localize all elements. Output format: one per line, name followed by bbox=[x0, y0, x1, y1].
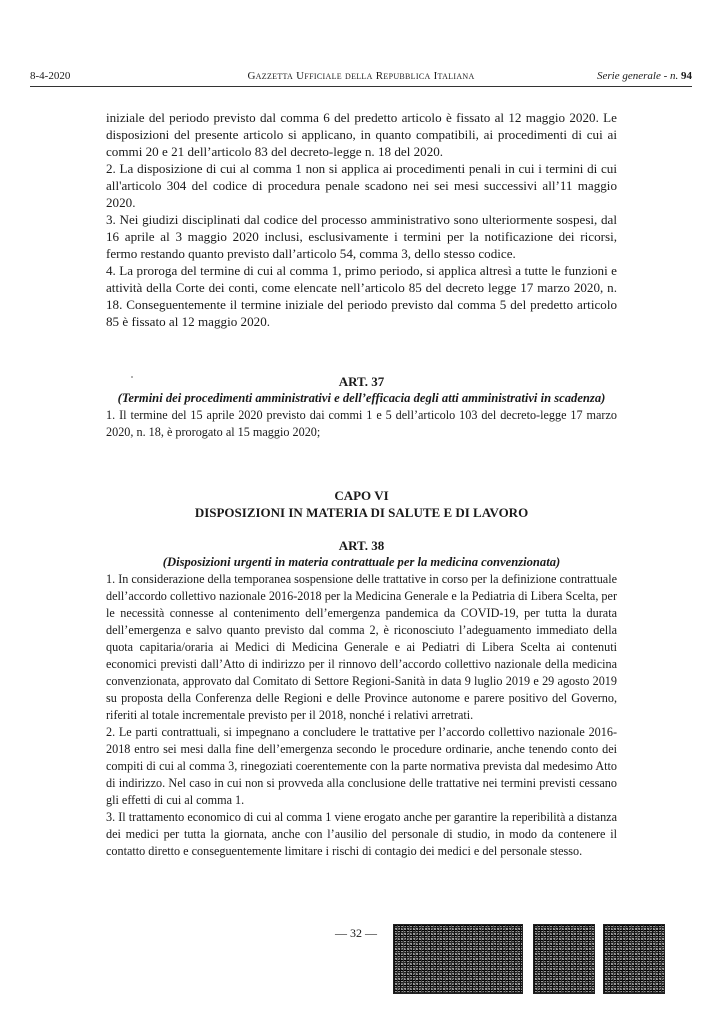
art-37-paragraph-1: 1. Il termine del 15 aprile 2020 previsto dai commi 1 e 5 dell’articolo 103 del decreto-legge 17 marzo 2020, n. 18, è prorogato al 15 maggio 2020; bbox=[106, 408, 617, 439]
capo-heading: CAPO VI bbox=[334, 488, 389, 503]
art-38-subtitle: (Disposizioni urgenti in materia contrattuale per la medicina convenzionata) bbox=[162, 555, 561, 569]
header-rule bbox=[30, 86, 692, 87]
document-body bbox=[106, 109, 617, 860]
art-38-paragraph-1: 1. In considerazione della temporanea sospensione delle trattative in corso per la definizione contrattuale dell’accordo collettivo nazionale 2016-2018 per la Medicina Generale e la Pediatria di Libera Scelta, per le necessità connesse al contenimento dell’emergenza pandemica da COVID-19, per tutta la durata dell’emergenza e salvo quanto previsto dal comma 2, è riconosciuto l’adeguamento immediato della quota capitaria/oraria ai Medici di Medicina Generale e ai Pediatri di Libera Scelta ai contenuti economici previsti dall’Atto di indirizzo per il rinnovo dell’accordo collettivo nazionale della medicina convenzionata, approvato dal Comitato di Settore Regioni-Sanità in data 9 luglio 2019 e 29 agosto 2019 su proposta della Conferenza delle Regioni e delle Province autonome e parere positivo del Governo, riferiti al totale incrementale previsto per il 2018, nonché i relativi arretrati. bbox=[106, 572, 617, 722]
header-serie-label: Serie generale - n. bbox=[597, 70, 679, 82]
art-37-heading: ART. 37 bbox=[338, 374, 385, 389]
art-38-paragraph-2: 2. Le parti contrattuali, si impegnano a concludere le trattative per l’accordo collettivo nazionale 2016-2018 entro sei mesi dalla fine dell’emergenza secondo le procedure ordinarie, anche tenendo conto dei compiti di cui al comma 3, rinegoziati coerentemente con la parte normativa prevista dal medesimo Atto di indirizzo. Nel caso in cui non si provveda alla conclusione delle trattative nei termini previsti cessano gli effetti di cui al comma 1. bbox=[106, 725, 617, 807]
art-38-heading: ART. 38 bbox=[338, 538, 385, 553]
datamatrix-code-3 bbox=[603, 924, 665, 994]
art-37-subtitle: (Termini dei procedimenti amministrativi e dell’efficacia degli atti amministrativi in scadenza) bbox=[117, 391, 606, 405]
header-serie bbox=[597, 70, 692, 82]
paragraph-comma-3: 3. Nei giudizi disciplinati dal codice del processo amministrativo sono ulteriormente sospesi, dal 16 aprile al 3 maggio 2020 inclusi, esclusivamente i termini per la notificazione dei ricorsi, fermo restando quanto previsto dall’articolo 54, comma 3, dello stesso codice. bbox=[106, 212, 617, 261]
header-date: 8-4-2020 bbox=[30, 70, 71, 82]
page-number: — 32 — bbox=[335, 926, 377, 940]
art-38-paragraph-3: 3. Il trattamento economico di cui al comma 1 viene erogato anche per garantire la reperibilità a distanza dei medici per tutta la giornata, anche con l’ausilio del personale di studio, in modo da contenere il contatto diretto e conseguentemente limitare i rischi di contagio dei medici e del personale stesso. bbox=[106, 810, 617, 858]
header-serie-number: 94 bbox=[681, 70, 692, 82]
paragraph-continuation: iniziale del periodo previsto dal comma 6 del predetto articolo è fissato al 12 maggio 2020. Le disposizioni del presente articolo si applicano, in quanto compatibili, ai procedimenti di cui ai commi 20 e 21 dell’articolo 83 del decreto-legge n. 18 del 2020. bbox=[106, 110, 617, 159]
paragraph-comma-2: 2. La disposizione di cui al comma 1 non si applica ai procedimenti penali in cui i termini di cui all'articolo 304 del codice di procedura penale scadono nei sei mesi successivi all’11 maggio 2020. bbox=[106, 161, 617, 210]
datamatrix-code-2 bbox=[533, 924, 595, 994]
header-title: Gazzetta Ufficiale della Repubblica Italiana bbox=[247, 70, 475, 82]
datamatrix-code-1 bbox=[393, 924, 523, 994]
paragraph-comma-4: 4. La proroga del termine di cui al comma 1, primo periodo, si applica altresì a tutte le funzioni e attività della Corte dei conti, come elencate nell’articolo 85 del decreto legge 17 marzo 2020, n. 18. Conseguentemente il termine iniziale del periodo previsto dal comma 5 del predetto articolo 85 è fissato al 12 maggio 2020. bbox=[106, 263, 617, 329]
capo-title: DISPOSIZIONI IN MATERIA DI SALUTE E DI LAVORO bbox=[194, 505, 529, 520]
